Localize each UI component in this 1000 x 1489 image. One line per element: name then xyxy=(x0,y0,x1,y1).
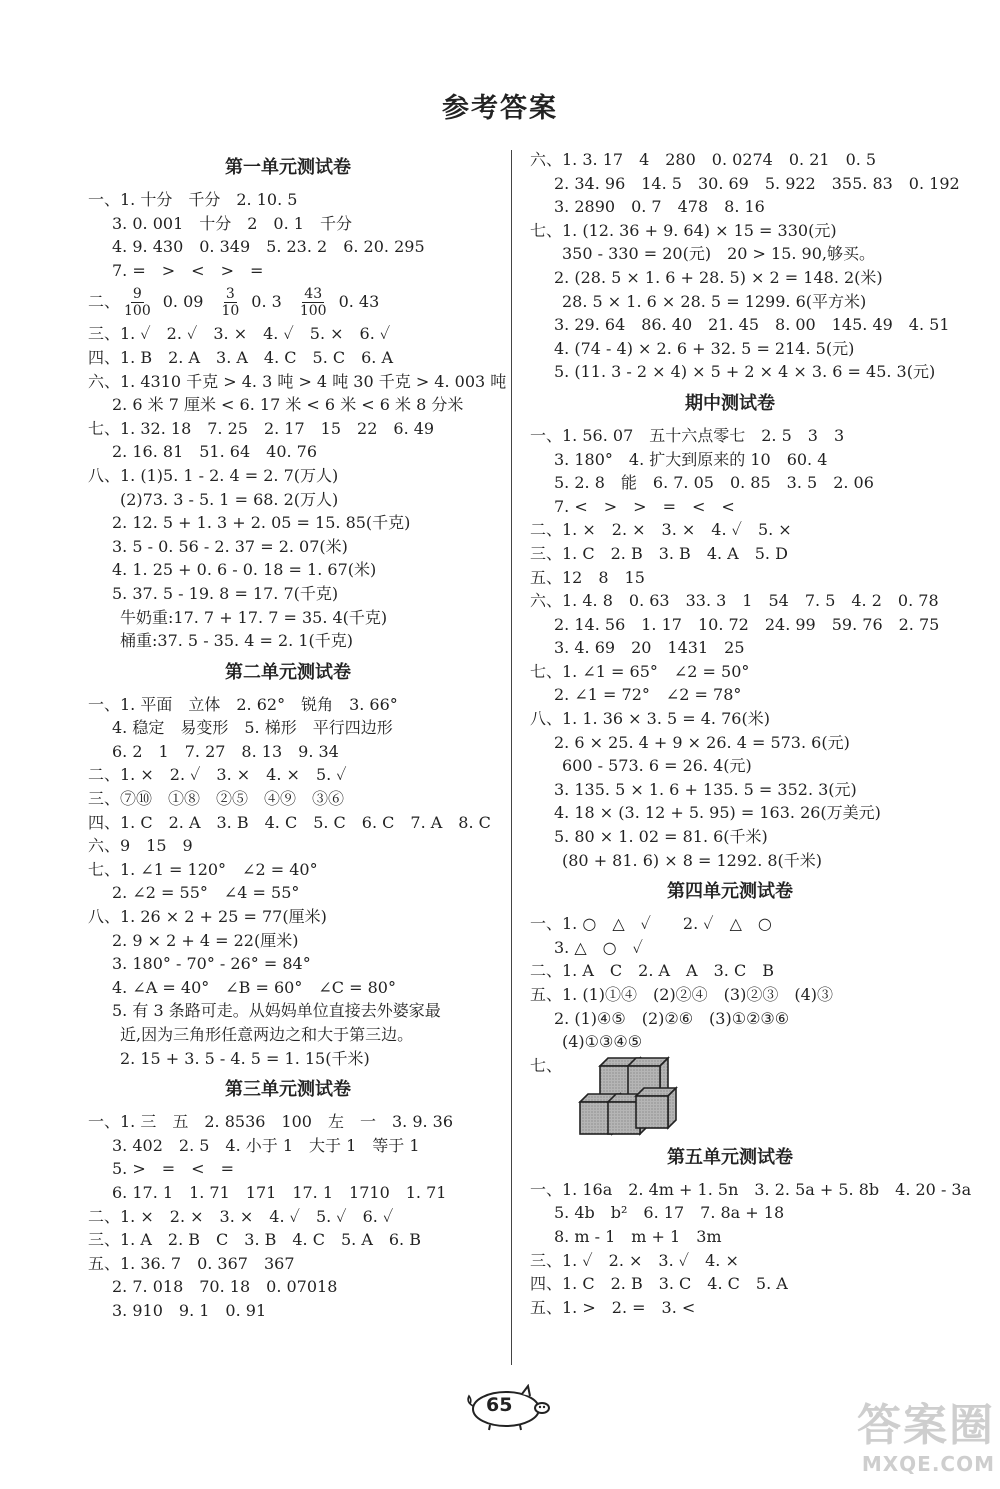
answer-line: 三、1. A 2. B C 3. B 4. C 5. A 6. B xyxy=(88,1230,421,1250)
answer-line: 六、9 15 9 xyxy=(88,836,193,856)
answer-line: 600 - 573. 6 = 26. 4(元) xyxy=(562,756,752,776)
answer-line: 4. 1. 25 + 0. 6 - 0. 18 = 1. 67(米) xyxy=(112,560,377,580)
section-title: 期中测试卷 xyxy=(685,392,775,414)
answer-line: 六、1. 3. 17 4 280 0. 0274 0. 21 0. 5 xyxy=(530,150,877,169)
answer-line: 5. 有 3 条路可走。从妈妈单位直接去外婆家最 xyxy=(112,1001,441,1021)
answer-line: 3. 180° - 70° - 26° = 84° xyxy=(112,954,311,974)
fraction-denominator: 10 xyxy=(221,302,240,319)
answer-line: 二、1. × 2. ✓ 3. × 4. × 5. ✓ xyxy=(88,765,347,785)
section-title: 第五单元测试卷 xyxy=(667,1146,793,1168)
answer-line: 六、1. 4. 8 0. 63 33. 3 1 54 7. 5 4. 2 0. 78 xyxy=(530,591,939,611)
watermark xyxy=(770,1400,995,1485)
answer-line: 4. 9. 430 0. 349 5. 23. 2 6. 20. 295 xyxy=(112,237,425,257)
fraction xyxy=(300,286,327,319)
answer-line: 2. ∠1 = 72° ∠2 = 78° xyxy=(554,685,742,705)
answer-line: 四、1. C 2. A 3. B 4. C 5. C 6. C 7. A 8. C xyxy=(88,812,491,832)
answer-line: 二、1. A C 2. A A 3. C B xyxy=(530,961,774,981)
answer-line: 6. 2 1 7. 27 8. 13 9. 34 xyxy=(112,741,339,761)
answer-line: 一、1. 16a 2. 4m + 1. 5n 3. 2. 5a + 5. 8b 4. 20 - 3a xyxy=(530,1179,972,1199)
answer-line: 五、1. (1)①④ (2)②④ (3)②③ (4)③ xyxy=(530,985,834,1004)
answer-line: 八、1. (1)5. 1 - 2. 4 = 2. 7(万人) xyxy=(88,465,339,485)
fraction xyxy=(221,286,239,319)
fraction-numerator: 3 xyxy=(225,285,235,302)
answer-line: 近,因为三角形任意两边之和大于第三边。 xyxy=(120,1025,414,1044)
answer-line: 五、1. > 2. = 3. < xyxy=(530,1297,696,1317)
answer-line: 8. m - 1 m + 1 3m xyxy=(554,1226,722,1246)
answer-line: 3. 5 - 0. 56 - 2. 37 = 2. 07(米) xyxy=(112,536,348,556)
fraction-denominator: 100 xyxy=(299,302,327,319)
fraction-decimal: 0. 3 xyxy=(251,292,282,312)
answer-line: 5. 2. 8 能 6. 7. 05 0. 85 3. 5 2. 06 xyxy=(554,473,874,493)
fraction-numerator: 9 xyxy=(132,285,142,302)
answer-line: 三、1. C 2. B 3. B 4. A 5. D xyxy=(530,543,788,563)
answer-line: 五、12 8 15 xyxy=(530,567,645,587)
answer-line: 5. 37. 5 - 19. 8 = 17. 7(千克) xyxy=(112,583,339,603)
cube-view-figure xyxy=(576,1054,686,1138)
section-title: 第四单元测试卷 xyxy=(667,881,793,903)
answer-line: 7. < > > = < < xyxy=(554,496,735,516)
answer-line: 一、1. ○ △ ✓ 2. ✓ △ ○ xyxy=(530,914,772,934)
answer-line: (80 + 81. 6) × 8 = 1292. 8(千米) xyxy=(562,850,823,870)
answer-line: 一、1. 56. 07 五十六点零七 2. 5 3 3 xyxy=(530,425,845,445)
fraction-numerator: 43 xyxy=(304,285,323,302)
section-title: 第一单元测试卷 xyxy=(225,157,351,178)
answer-line-fractions xyxy=(88,282,528,322)
answer-line: 2. ∠2 = 55° ∠4 = 55° xyxy=(112,883,300,903)
answer-line: 二、1. × 2. × 3. × 4. ✓ 5. × xyxy=(530,520,792,540)
watermark-url: MXQE.COM xyxy=(861,1452,995,1476)
answer-line: (4)①③④⑤ xyxy=(562,1032,643,1052)
answer-line: 4. 稳定 易变形 5. 梯形 平行四边形 xyxy=(112,718,393,738)
answer-line: 3. 910 9. 1 0. 91 xyxy=(112,1300,267,1320)
answer-line: 4. ∠A = 40° ∠B = 60° ∠C = 80° xyxy=(112,977,396,997)
answer-line: 三、⑦⑩ ①⑧ ②⑤ ④⑨ ③⑥ xyxy=(88,789,345,809)
answer-line: 2. 15 + 3. 5 - 4. 5 = 1. 15(千米) xyxy=(120,1048,370,1068)
answer-line: 3. 2890 0. 7 478 8. 16 xyxy=(554,197,765,217)
answer-line: 三、1. ✓ 2. ✓ 3. × 4. ✓ 5. × 6. ✓ xyxy=(88,324,391,344)
answer-line: 二、1. × 2. × 3. × 4. ✓ 5. ✓ 6. ✓ xyxy=(88,1206,394,1226)
answer-column-left xyxy=(88,148,528,1323)
cube-5 xyxy=(636,1088,676,1128)
answer-line: 牛奶重:17. 7 + 17. 7 = 35. 4(千克) xyxy=(120,607,388,627)
answer-line: 5. (11. 3 - 2 × 4) × 5 + 2 × 4 × 3. 6 = 45. 3(元) xyxy=(554,362,936,382)
answer-line: 七、1. (12. 36 + 9. 64) × 15 = 330(元) xyxy=(530,220,837,240)
answer-line: 2. 7. 018 70. 18 0. 07018 xyxy=(112,1277,338,1297)
answer-line-figure xyxy=(530,1054,970,1138)
column-divider xyxy=(511,150,512,1365)
fraction-decimal: 0. 09 xyxy=(162,292,204,312)
answer-line: 2. 6 × 25. 4 + 9 × 26. 4 = 573. 6(元) xyxy=(554,732,850,752)
answer-line: 七、1. ∠1 = 65° ∠2 = 50° xyxy=(530,661,750,681)
answer-prefix: 七、 xyxy=(530,1055,563,1075)
page-number: 65 xyxy=(486,1394,513,1416)
answer-column-right xyxy=(530,148,970,1319)
answer-line: 5. 80 × 1. 02 = 81. 6(千米) xyxy=(554,827,768,847)
answer-line: (2)73. 3 - 5. 1 = 68. 2(万人) xyxy=(120,489,339,509)
answer-line: 2. 9 × 2 + 4 = 22(厘米) xyxy=(112,930,299,950)
answer-line: 2. 16. 81 51. 64 40. 76 xyxy=(112,442,318,462)
answer-line: 350 - 330 = 20(元) 20 > 15. 90,够买。 xyxy=(562,244,875,264)
answer-line: 7. = > < > = xyxy=(112,260,264,280)
answer-line: 四、1. B 2. A 3. A 4. C 5. C 6. A xyxy=(88,347,394,367)
answer-line: 八、1. 26 × 2 + 25 = 77(厘米) xyxy=(88,907,327,927)
page-title: 参考答案 xyxy=(442,93,558,124)
answer-line: 四、1. C 2. B 3. C 4. C 5. A xyxy=(530,1274,788,1294)
answer-line: 2. (1)④⑤ (2)②⑥ (3)①②③⑥ xyxy=(554,1008,790,1028)
answer-line: 桶重:37. 5 - 35. 4 = 2. 1(千克) xyxy=(120,631,353,651)
answer-line: 七、1. 32. 18 7. 25 2. 17 15 22 6. 49 xyxy=(88,418,435,438)
answer-line: 5. > = < = xyxy=(112,1159,234,1179)
answer-line: 3. 402 2. 5 4. 小于 1 大于 1 等于 1 xyxy=(112,1135,420,1155)
fraction-decimal: 0. 43 xyxy=(338,292,380,312)
answer-line: 一、1. 平面 立体 2. 62° 锐角 3. 66° xyxy=(88,694,398,714)
answer-line: 三、1. ✓ 2. × 3. ✓ 4. × xyxy=(530,1250,739,1270)
answer-line: 4. (74 - 4) × 2. 6 + 32. 5 = 214. 5(元) xyxy=(554,338,855,358)
answer-line: 2. (28. 5 × 1. 6 + 28. 5) × 2 = 148. 2(米) xyxy=(554,267,883,287)
answer-line: 2. 34. 96 14. 5 30. 69 5. 922 355. 83 0. 192 xyxy=(554,173,960,193)
answer-line: 五、1. 36. 7 0. 367 367 xyxy=(88,1253,295,1273)
answer-line: 一、1. 十分 千分 2. 10. 5 xyxy=(88,190,298,209)
answer-line: 2. 14. 56 1. 17 10. 72 24. 99 59. 76 2. 75 xyxy=(554,614,940,634)
watermark-logo: 答案圈 xyxy=(857,1400,995,1451)
answer-line: 八、1. 1. 36 × 3. 5 = 4. 76(米) xyxy=(530,709,770,729)
answer-line: 28. 5 × 1. 6 × 28. 5 = 1299. 6(平方米) xyxy=(562,291,867,311)
fraction xyxy=(124,286,151,319)
answer-line: 3. 29. 64 86. 40 21. 45 8. 00 145. 49 4. 51 xyxy=(554,315,950,335)
answer-prefix: 二、 xyxy=(88,292,121,312)
answer-line: 一、1. 三 五 2. 8536 100 左 一 3. 9. 36 xyxy=(88,1112,454,1132)
answer-line: 3. 0. 001 十分 2 0. 1 千分 xyxy=(112,213,352,233)
answer-line: 六、1. 4310 千克 > 4. 3 吨 > 4 吨 30 千克 > 4. 003 吨 xyxy=(88,371,507,391)
answer-line: 4. 18 × (3. 12 + 5. 95) = 163. 26(万美元) xyxy=(554,803,881,823)
answer-line: 3. 4. 69 20 1431 25 xyxy=(554,638,745,658)
answer-line: 3. 180° 4. 扩大到原来的 10 60. 4 xyxy=(554,449,828,469)
fraction-denominator: 100 xyxy=(124,302,151,319)
section-title: 第三单元测试卷 xyxy=(225,1079,351,1101)
page-number-badge xyxy=(462,1384,552,1432)
answer-line: 七、1. ∠1 = 120° ∠2 = 40° xyxy=(88,859,318,879)
answer-line: 3. 135. 5 × 1. 6 + 135. 5 = 352. 3(元) xyxy=(554,779,857,799)
answer-line: 5. 4b b² 6. 17 7. 8a + 18 xyxy=(554,1203,785,1223)
answer-line: 3. △ ○ ✓ xyxy=(554,937,643,957)
answer-line: 2. 12. 5 + 1. 3 + 2. 05 = 15. 85(千克) xyxy=(112,513,411,533)
answer-line: 2. 6 米 7 厘米 < 6. 17 米 < 6 米 < 6 米 8 分米 xyxy=(112,395,464,415)
answer-line: 6. 17. 1 1. 71 171 17. 1 1710 1. 71 xyxy=(112,1182,447,1202)
section-title: 第二单元测试卷 xyxy=(225,661,351,683)
